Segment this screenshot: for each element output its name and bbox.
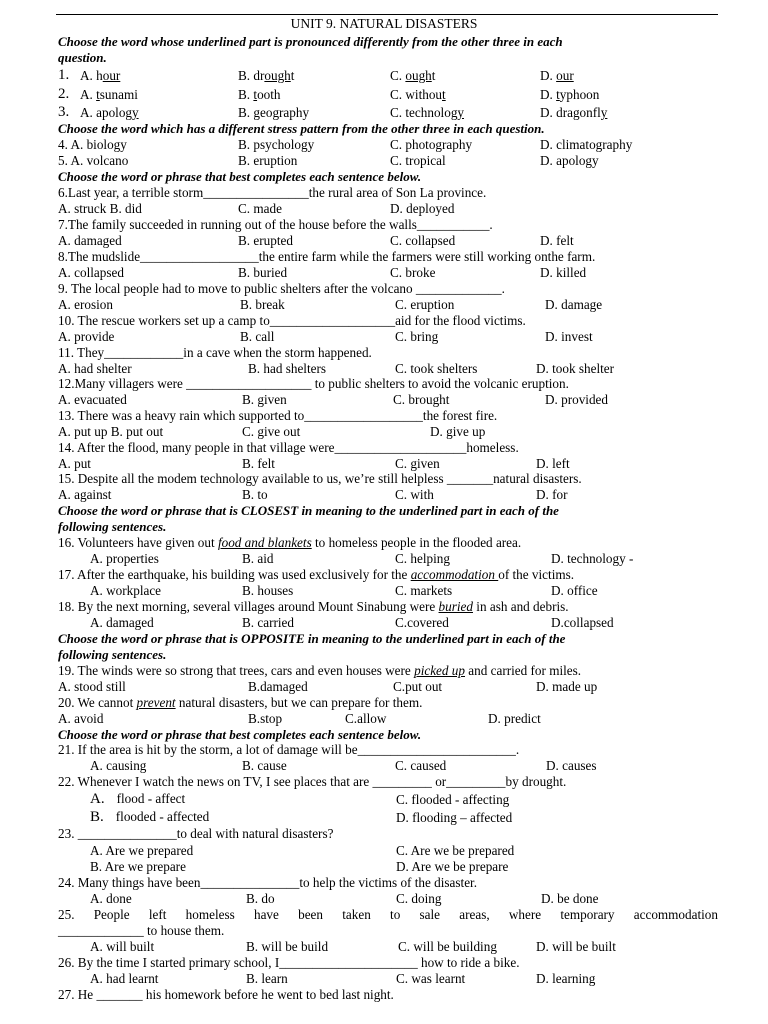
question-15: 15. Despite all the modem technology available to us, we’re still helpless _______natural disasters. [58,471,582,486]
q16-option-b[interactable]: B. aid [242,551,274,566]
q25-option-d[interactable]: D. will be built [536,939,616,954]
q22-option-a[interactable]: A. flood - affect [90,791,186,807]
q9-option-d[interactable]: D. damage [545,297,603,312]
q19-option-b[interactable]: B.damaged [248,679,308,694]
question-20: 20. We cannot prevent natural disasters, but we can prepare for them. [58,695,423,710]
question-10: 10. The rescue workers set up a camp to___________________aid for the flood victims. [58,313,526,328]
q19-option-a[interactable]: A. stood still [58,679,126,694]
q14-option-c[interactable]: C. given [395,456,440,471]
q24-option-c[interactable]: C. doing [396,891,442,906]
question-21: 21. If the area is hit by the storm, a lot of damage will be________________________. [58,742,520,757]
question-1: 1. [58,67,70,83]
q20-option-a[interactable]: A. avoid [58,711,104,726]
question-11: 11. They____________in a cave when the storm happened. [58,345,372,360]
q15-option-c[interactable]: C. with [395,487,434,502]
q11-option-b[interactable]: B. had shelters [248,361,327,376]
q2-option-d[interactable]: D. typhoon [540,87,600,102]
q19-option-c[interactable]: C.put out [393,679,443,694]
q11-option-d[interactable]: D. took shelter [536,361,615,376]
q22-option-d[interactable]: D. flooding – affected [396,810,513,825]
question-2: 2. [58,86,70,102]
q26-option-b[interactable]: B. learn [246,971,288,986]
q1-option-d[interactable]: D. our [540,68,574,83]
q4-option-c[interactable]: C. photography [390,137,473,152]
q15-option-a[interactable]: A. against [58,487,112,502]
q2-option-a[interactable]: A. tsunami [80,87,138,102]
question-14: 14. After the flood, many people in that village were____________________homeless. [58,440,519,455]
section-5-instruction-cont: following sentences. [58,647,167,662]
q17-option-d[interactable]: D. office [551,583,598,598]
q10-option-b[interactable]: B. call [240,329,275,344]
q20-option-c[interactable]: C.allow [345,711,387,726]
q21-option-c[interactable]: C. caused [395,758,447,773]
q17-underlined: accommodation [410,567,499,582]
q14-option-a[interactable]: A. put [58,456,91,471]
q20-option-d[interactable]: D. predict [488,711,541,726]
q18-option-d[interactable]: D.collapsed [551,615,614,630]
q8-option-c[interactable]: C. broke [390,265,436,280]
question-19: 19. The winds were so strong that trees, cars and even houses were picked up and carried for miles. [58,663,582,678]
q5-option-b[interactable]: B. eruption [238,153,298,168]
q21-option-b[interactable]: B. cause [242,758,287,773]
q11-option-c[interactable]: C. took shelters [395,361,478,376]
question-8: 8.The mudslide__________________the entire farm while the farmers were still working onthe farm. [58,249,596,264]
question-3: 3. [58,104,70,120]
q18-option-a[interactable]: A. damaged [90,615,154,630]
q17-option-c[interactable]: C. markets [395,583,453,598]
q22-option-b[interactable]: B. flooded - affected [90,809,210,825]
q23-option-b[interactable]: B. Are we prepare [90,859,186,874]
q11-option-a[interactable]: A. had shelter [58,361,132,376]
q6-option-d[interactable]: D. deployed [390,201,455,216]
q2-option-c[interactable]: C. without [390,87,446,102]
q14-option-b[interactable]: B. felt [242,456,275,471]
q12-option-a[interactable]: A. evacuated [58,392,127,407]
question-18: 18. By the next morning, several villages around Mount Sinabung were buried in ash and debris. [58,599,569,614]
q7-option-c[interactable]: C. collapsed [390,233,456,248]
q26-option-d[interactable]: D. learning [536,971,596,986]
section-4-instruction: Choose the word or phrase that is CLOSEST in meaning to the underlined part in each of the [58,503,559,518]
q6-option-a[interactable]: A. struck B. did [58,201,142,216]
q18-option-b[interactable]: B. carried [242,615,294,630]
q1-option-c[interactable]: C. ought [390,68,436,83]
section-5-instruction: Choose the word or phrase that is OPPOSITE in meaning to the underlined part in each of the [58,631,566,646]
q10-option-d[interactable]: D. invest [545,329,593,344]
q25-option-b[interactable]: B. will be build [246,939,329,954]
question-13: 13. There was a heavy rain which supported to__________________the forest fire. [58,408,498,423]
q24-option-d[interactable]: D. be done [541,891,599,906]
q9-option-a[interactable]: A. erosion [58,297,113,312]
top-rule [56,14,718,15]
section-6-instruction: Choose the word or phrase that best completes each sentence below. [58,727,422,742]
q3-option-d[interactable]: D. dragonfly [540,105,608,120]
section-3-instruction: Choose the word or phrase that best completes each sentence below. [58,169,422,184]
q1-option-a[interactable]: A. hour [80,68,121,83]
q5-option-c[interactable]: C. tropical [390,153,446,168]
question-24: 24. Many things have been_______________to help the victims of the disaster. [58,875,478,890]
q23-option-d[interactable]: D. Are we be prepare [396,859,509,874]
q3-option-a[interactable]: A. apology [80,105,139,120]
q20-underlined: prevent [136,695,176,710]
q2-option-b[interactable]: B. tooth [238,87,281,102]
page-title: UNIT 9. NATURAL DISASTERS [290,16,478,31]
q4-option-d[interactable]: D. climatography [540,137,633,152]
question-9: 9. The local people had to move to public shelters after the volcano _____________. [58,281,505,296]
q23-option-c[interactable]: C. Are we be prepared [396,843,515,858]
q12-option-b[interactable]: B. given [242,392,287,407]
q17-option-b[interactable]: B. houses [242,583,294,598]
q6-option-c[interactable]: C. made [238,201,282,216]
q16-option-c[interactable]: C. helping [395,551,450,566]
q24-option-a[interactable]: A. done [90,891,132,906]
question-25-cont: _____________ to house them. [58,923,225,938]
q21-option-a[interactable]: A. causing [90,758,147,773]
question-26: 26. By the time I started primary school, I_____________________ how to ride a bike. [58,955,520,970]
q4-option-b[interactable]: B. psychology [238,137,315,152]
q4-option-a[interactable]: 4. A. biology [58,137,127,152]
q23-option-a[interactable]: A. Are we prepared [90,843,194,858]
q9-option-c[interactable]: C. eruption [395,297,455,312]
q19-underlined: picked up [414,663,465,678]
q22-option-c[interactable]: C. flooded - affecting [396,792,510,807]
q7-option-b[interactable]: B. erupted [238,233,293,248]
q25-option-a[interactable]: A. will built [90,939,155,954]
q18-option-c[interactable]: C.covered [395,615,449,630]
q13-option-c[interactable]: C. give out [242,424,301,439]
question-6: 6.Last year, a terrible storm________________the rural area of Son La province. [58,185,487,200]
question-17: 17. After the earthquake, his building was used exclusively for the accommodation of the victims. [58,567,575,582]
q26-option-a[interactable]: A. had learnt [90,971,159,986]
question-25: 25. People left homeless have been taken to sale areas, where temporary accommodation [58,907,718,922]
q25-option-c[interactable]: C. will be building [398,939,497,954]
question-7: 7.The family succeeded in running out of the house before the walls___________. [58,217,493,232]
question-27: 27. He _______ his homework before he went to bed last night. [58,987,394,1002]
q14-option-d[interactable]: D. left [536,456,570,471]
q20-option-b[interactable]: B.stop [248,711,283,726]
section-4-instruction-cont: following sentences. [58,519,167,534]
q18-underlined: buried [438,599,473,614]
question-12: 12.Many villagers were ___________________ to public shelters to avoid the volcanic eruption. [58,376,569,391]
q16-option-a[interactable]: A. properties [90,551,159,566]
question-22: 22. Whenever I watch the news on TV, I see places that are _________ or_________by drought. [58,774,567,789]
q7-option-d[interactable]: D. felt [540,233,574,248]
q26-option-c[interactable]: C. was learnt [396,971,466,986]
q13-option-a[interactable]: A. put up B. put out [58,424,164,439]
q7-option-a[interactable]: A. damaged [58,233,122,248]
q15-option-d[interactable]: D. for [536,487,568,502]
q5-option-d[interactable]: D. apology [540,153,599,168]
q9-option-b[interactable]: B. break [240,297,285,312]
q10-option-c[interactable]: C. bring [395,329,439,344]
section-2-instruction: Choose the word which has a different stress pattern from the other three in each question. [58,121,545,136]
question-23: 23. _______________to deal with natural disasters? [58,826,334,841]
q3-option-b[interactable]: B. geography [238,105,310,120]
q17-option-a[interactable]: A. workplace [90,583,162,598]
q8-option-a[interactable]: A. collapsed [58,265,124,280]
q8-option-b[interactable]: B. buried [238,265,288,280]
section-1-instruction-cont: question. [58,50,107,65]
question-16: 16. Volunteers have given out food and blankets to homeless people in the flooded area. [58,535,522,550]
q1-option-b[interactable]: B. drought [238,68,295,83]
q13-option-d[interactable]: D. give up [430,424,486,439]
q21-option-d[interactable]: D. causes [546,758,597,773]
q12-option-c[interactable]: C. brought [393,392,450,407]
q24-option-b[interactable]: B. do [246,891,275,906]
q16-underlined: food and blankets [217,535,312,550]
q16-option-d[interactable]: D. technology - [551,551,634,566]
section-1-instruction: Choose the word whose underlined part is pronounced differently from the other three in each [58,34,563,49]
q12-option-d[interactable]: D. provided [545,392,608,407]
q8-option-d[interactable]: D. killed [540,265,587,280]
q3-option-c[interactable]: C. technology [390,105,464,120]
q15-option-b[interactable]: B. to [242,487,268,502]
q5-option-a[interactable]: 5. A. volcano [58,153,129,168]
q19-option-d[interactable]: D. made up [536,679,598,694]
q10-option-a[interactable]: A. provide [58,329,115,344]
